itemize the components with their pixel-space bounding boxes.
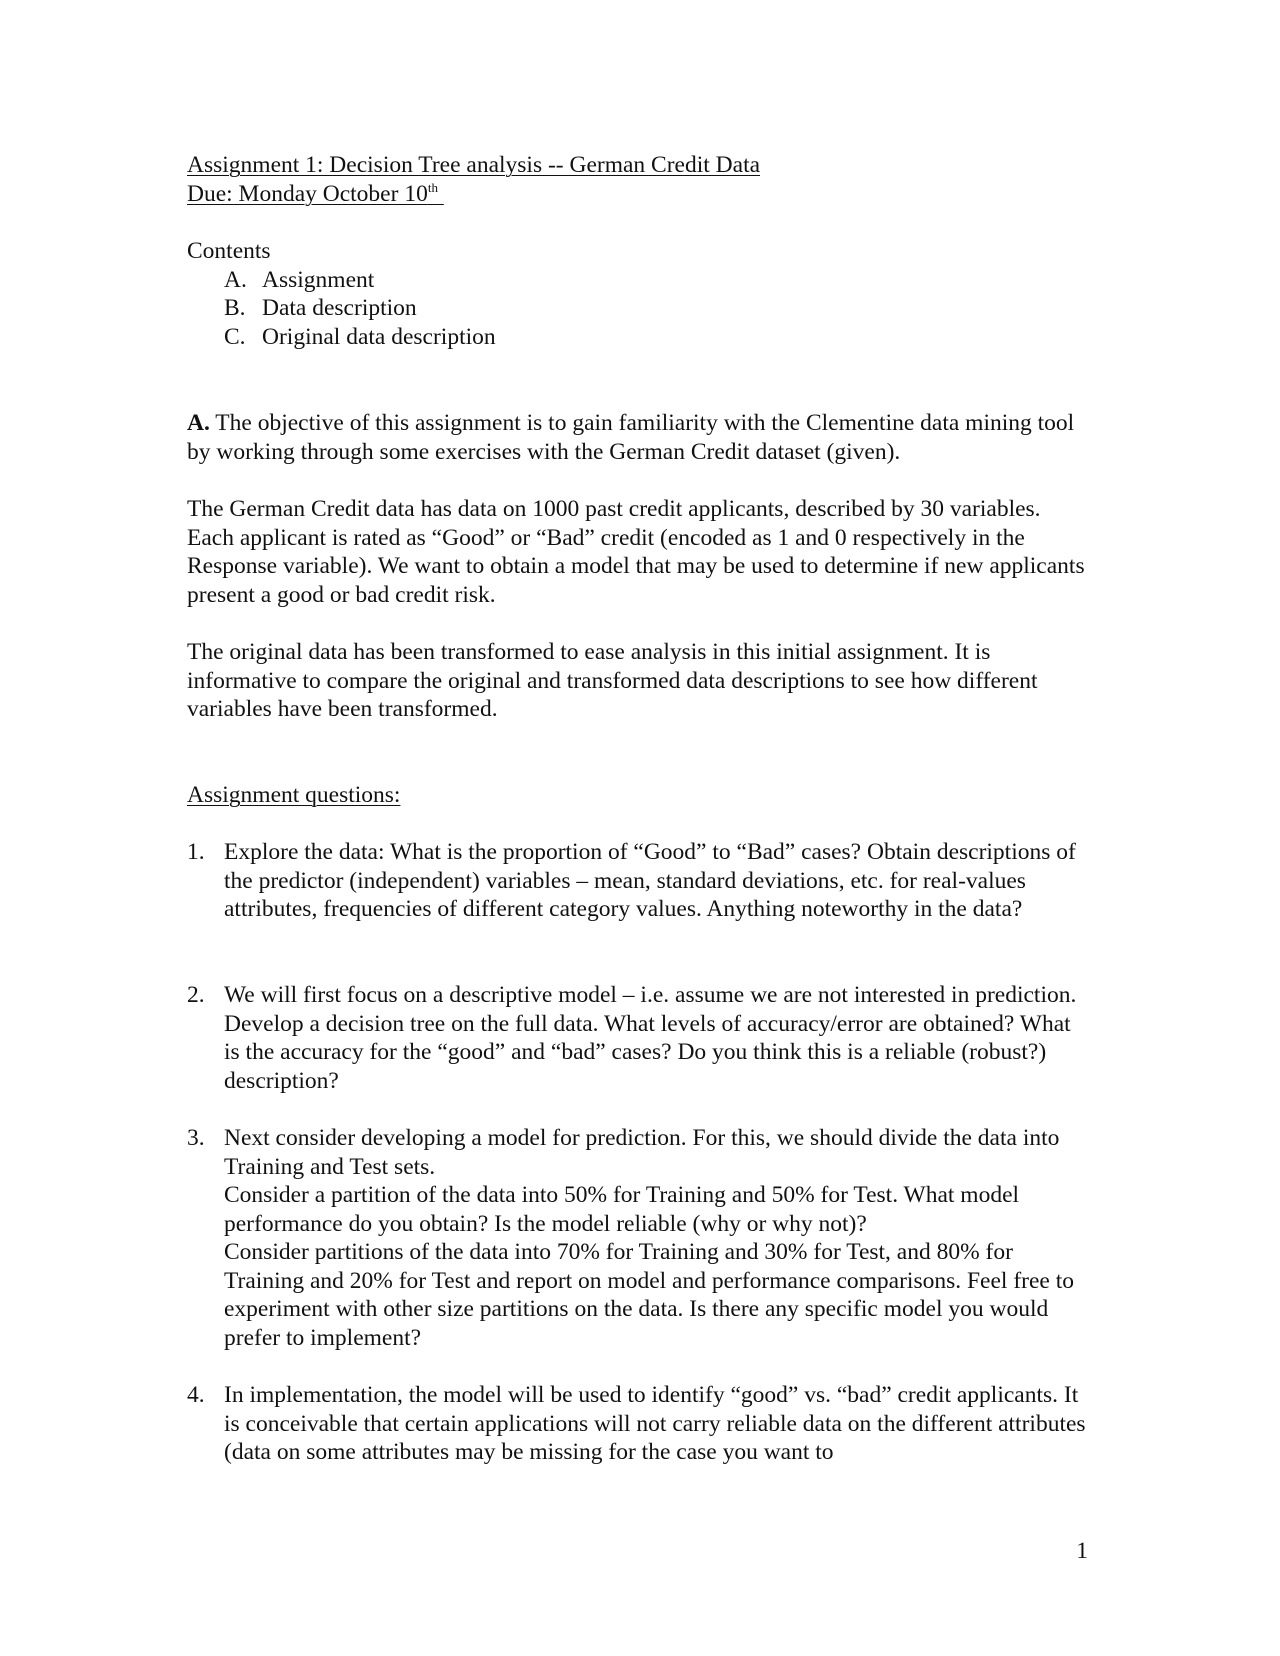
list-item: A. Assignment: [224, 266, 375, 293]
list-item: 1. Explore the data: What is the proportion of “Good” to “Bad” cases? Obtain descriptions of the predictor (independent) variables – mean, standard deviations, etc. for real-values attributes, frequencies of different category values. Anything noteworthy in the data?: [187, 839, 1076, 922]
question-4: [187, 1381, 1087, 1467]
section-a-intro: A. The objective of this assignment is to gain familiarity with the Clementine data mining tool by working through some exercises with the German Credit dataset (given).: [187, 410, 1075, 465]
contents-list: [187, 266, 1087, 352]
page-number: 1: [1076, 1538, 1088, 1564]
question-1: [187, 838, 1087, 924]
question-2: [187, 981, 1087, 1095]
contents-section: [187, 237, 1087, 351]
due-date: Due: Monday October 10th: [187, 179, 438, 207]
section-a-paragraph-3: The original data has been transformed to ease analysis in this initial assignment. It is informative to compare the original and transformed data descriptions to see how different variables have been transformed.: [187, 639, 1038, 722]
questions-heading: Assignment questions:: [187, 782, 401, 808]
list-item: 2. We will first focus on a descriptive model – i.e. assume we are not interested in prediction. Develop a decision tree on the full data. What levels of accuracy/error are obtained? What is the accuracy for the “good” and “bad” cases? Do you think this is a reliable (robust?) description?: [187, 982, 1077, 1094]
section-a-paragraph-2: The German Credit data has data on 1000 past credit applicants, described by 30 variables. Each applicant is rated as “Good” or “Bad” credit (encoded as 1 and 0 respectively in the Response variable). We want to obtain a model that may be used to determine if new applicants present a good or bad credit risk.: [187, 496, 1085, 608]
assignment-title: Assignment 1: Decision Tree analysis -- German Credit Data: [187, 152, 761, 178]
list-item: 3. Next consider developing a model for prediction. For this, we should divide the data into Training and Test sets. Consider a partition of the data into 50% for Training and 50% for Test. What model performance do you obtain? Is the model reliable (why or why not)? Consider partitions of the data into 70% for Training and 30% for Test, and 80% for Training and 20% for Test and report on model and performance comparisons. Feel free to experiment with other size partitions on the data. Is there any specific model you would prefer to implement?: [187, 1125, 1074, 1351]
contents-heading: Contents: [187, 238, 271, 264]
title-block: [187, 151, 1087, 208]
question-3: [187, 1124, 1087, 1352]
list-item: B. Data description: [224, 295, 417, 321]
list-item: C. Original data description: [224, 323, 496, 350]
list-item: 4. In implementation, the model will be used to identify “good” vs. “bad” credit applicants. It is conceivable that certain applications will not carry reliable data on the different attributes (data on some attributes may be missing for the case you want to: [187, 1382, 1086, 1465]
